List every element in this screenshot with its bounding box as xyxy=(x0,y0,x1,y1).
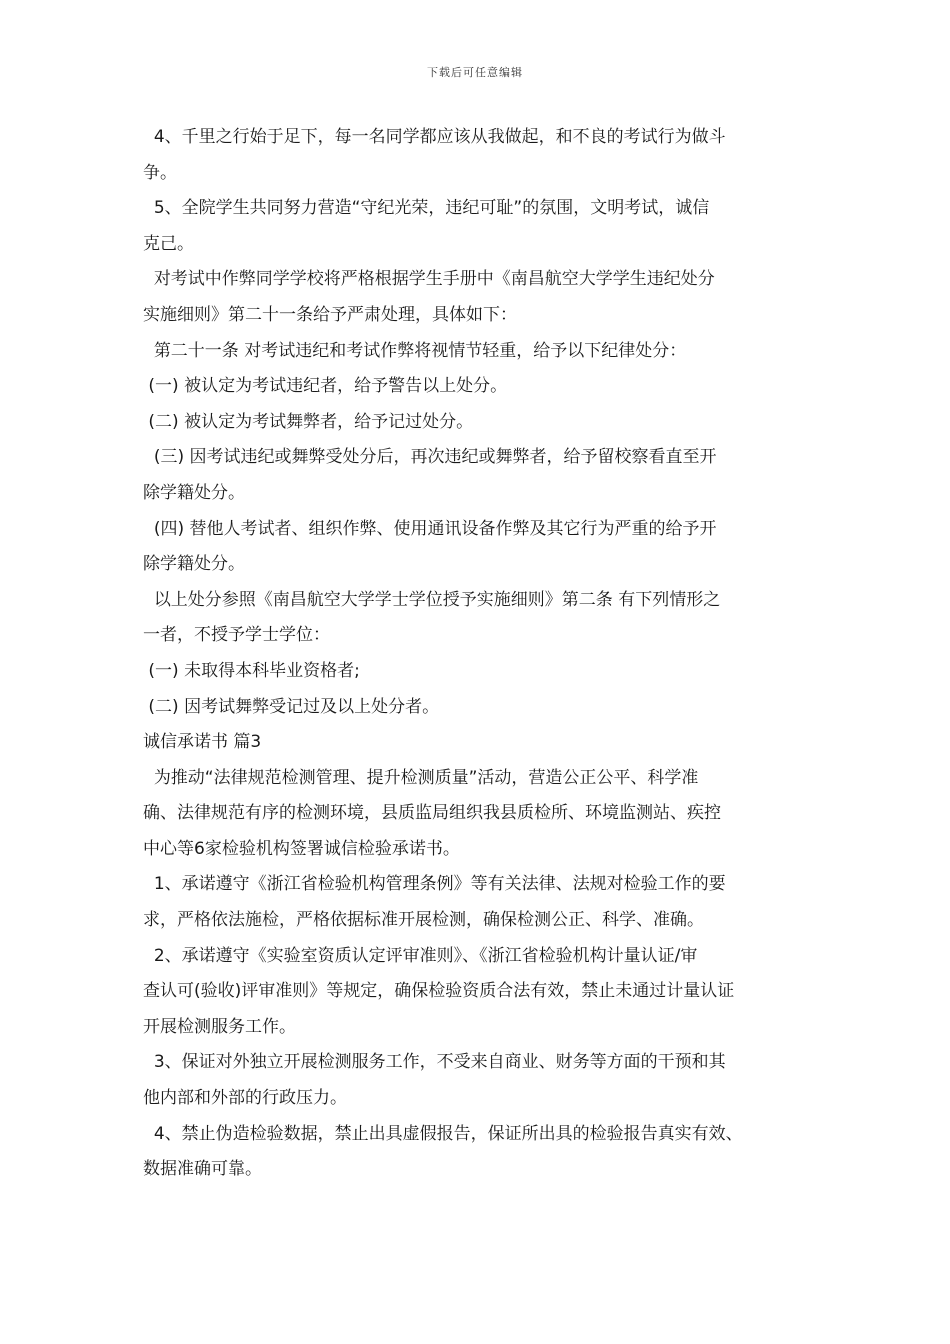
text-line: 求，严格依法施检，严格依据标准开展检测，确保检测公正、科学、准确。 xyxy=(143,910,704,931)
text-line: 1、承诺遵守《浙江省检验机构管理条例》等有关法律、法规对检验工作的要 xyxy=(143,874,726,895)
text-line: (一) 被认定为考试违纪者，给予警告以上处分。 xyxy=(143,376,508,397)
text-line: 实施细则》第二十一条给予严肃处理，具体如下： xyxy=(143,304,517,325)
text-line: 2、承诺遵守《实验室资质认定评审准则》、《浙江省检验机构计量认证/审 xyxy=(143,945,698,966)
text-line: 5、全院学生共同努力营造“守纪光荣，违纪可耻”的氛围，文明考试，诚信 xyxy=(143,198,710,219)
text-line: (三) 因考试违纪或舞弊受处分后，再次违纪或舞弊者，给予留校察看直至开 xyxy=(143,447,717,468)
text-line: 争。 xyxy=(143,162,177,183)
text-line: (二) 被认定为考试舞弊者，给予记过处分。 xyxy=(143,411,474,432)
document-body xyxy=(143,120,825,1188)
text-line: (四) 替他人考试者、组织作弊、使用通讯设备作弊及其它行为严重的给予开 xyxy=(143,518,717,539)
text-line: 数据准确可靠。 xyxy=(143,1159,262,1180)
text-line: 克己。 xyxy=(143,233,194,254)
text-line: 确、法律规范有序的检测环境，县质监局组织我县质检所、环境监测站、疾控 xyxy=(143,803,721,824)
text-line: (二) 因考试舞弊受记过及以上处分者。 xyxy=(143,696,440,717)
text-line: 4、禁止伪造检验数据，禁止出具虚假报告，保证所出具的检验报告真实有效、 xyxy=(143,1123,743,1144)
text-line: 除学籍处分。 xyxy=(143,554,245,575)
text-line: 3、保证对外独立开展检测服务工作，不受来自商业、财务等方面的干预和其 xyxy=(143,1052,726,1073)
text-line: 对考试中作弊同学学校将严格根据学生手册中《南昌航空大学学生违纪处分 xyxy=(143,269,715,290)
text-line: 他内部和外部的行政压力。 xyxy=(143,1088,347,1109)
text-line: 开展检测服务工作。 xyxy=(143,1016,296,1037)
text-line: 第二十一条 对考试违纪和考试作弊将视情节轻重，给予以下纪律处分： xyxy=(143,340,687,361)
text-line: (一) 未取得本科毕业资格者; xyxy=(143,660,360,681)
text-line: 中心等6家检验机构签署诚信检验承诺书。 xyxy=(143,838,460,859)
text-line: 除学籍处分。 xyxy=(143,482,245,503)
section-heading: 诚信承诺书 篇3 xyxy=(143,732,262,753)
text-line: 查认可(验收)评审准则》等规定，确保检验资质合法有效，禁止未通过计量认证 xyxy=(143,981,735,1002)
text-line: 为推动“法律规范检测管理、提升检测质量”活动，营造公正公平、科学准 xyxy=(143,767,699,788)
page-header: 下载后可任意编辑 xyxy=(427,66,523,79)
text-line: 以上处分参照《南昌航空大学学士学位授予实施细则》第二条 有下列情形之 xyxy=(143,589,721,610)
text-line: 一者，不授予学士学位： xyxy=(143,625,330,646)
text-line: 4、千里之行始于足下，每一名同学都应该从我做起，和不良的考试行为做斗 xyxy=(143,127,726,147)
